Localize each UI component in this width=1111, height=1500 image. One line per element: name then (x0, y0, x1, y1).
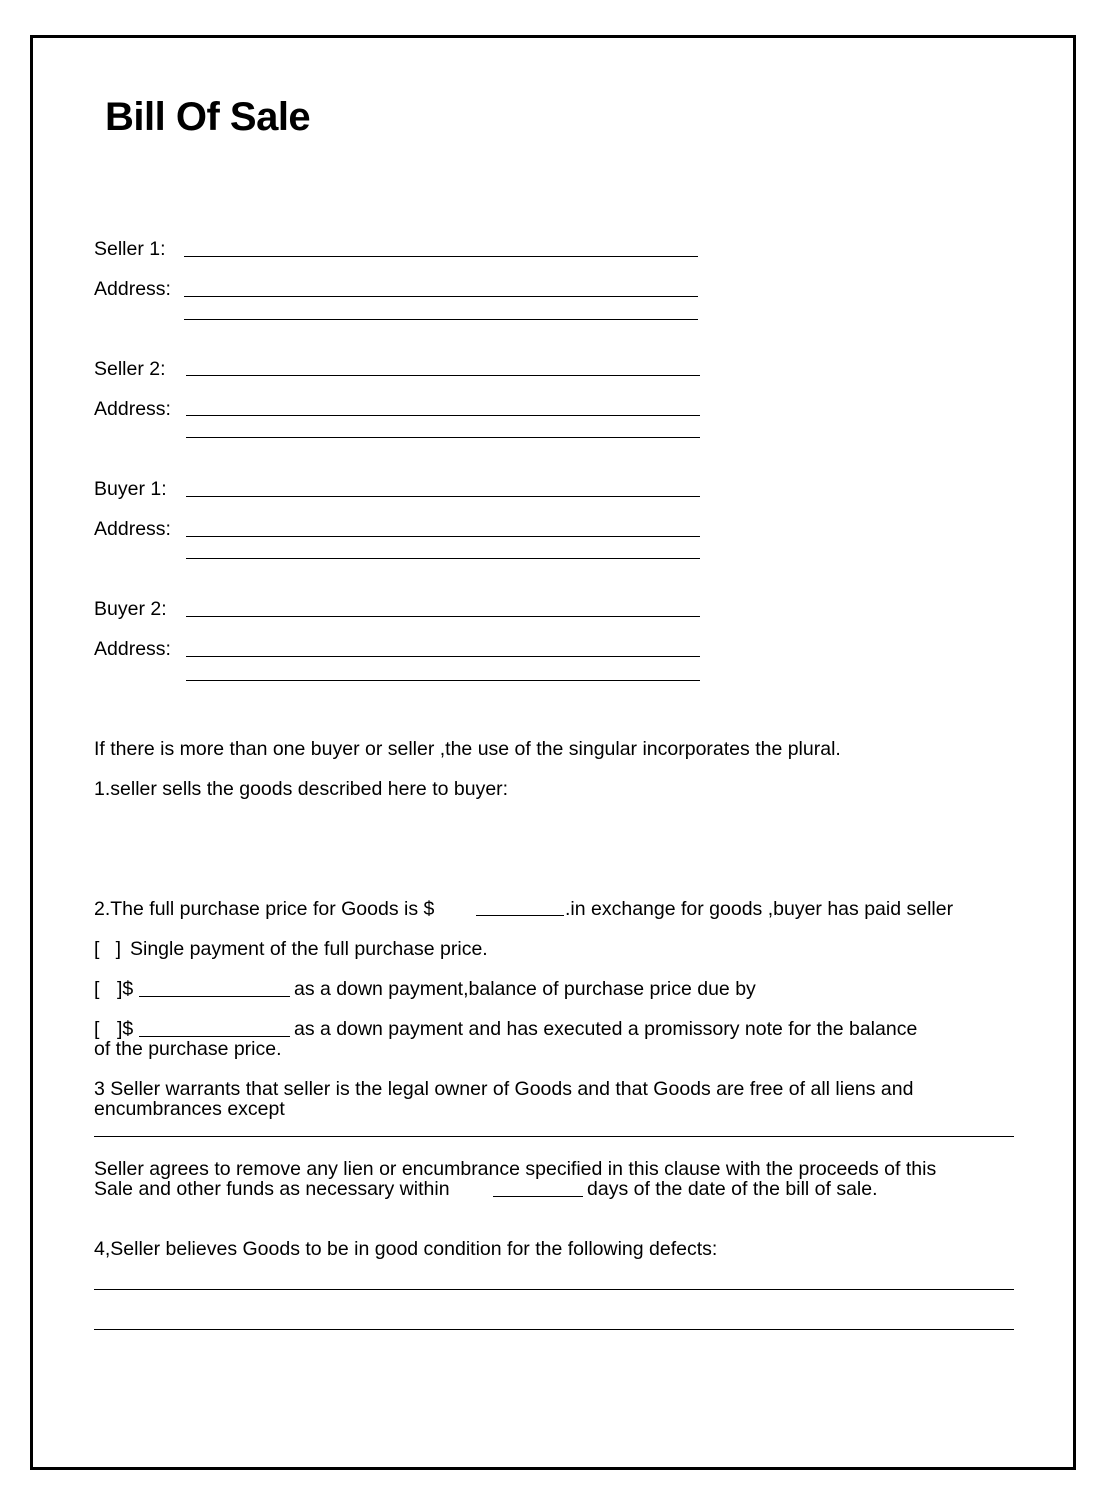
seller-2-address-field-line-2[interactable] (186, 437, 700, 438)
seller-2-address-field-line-1[interactable] (186, 415, 700, 416)
seller-1-address-field-line-1[interactable] (184, 296, 698, 297)
clause-4-text: 4,Seller believes Goods to be in good condition for the following defects: (94, 1238, 718, 1260)
seller-1-label: Seller 1: (94, 238, 166, 260)
lien-removal-days-field[interactable] (493, 1196, 583, 1197)
clause-2-suffix: .in exchange for goods ,buyer has paid seller (565, 898, 954, 920)
buyer-2-address-field-line-2[interactable] (186, 680, 700, 681)
buyer-1-label: Buyer 1: (94, 478, 167, 500)
buyer-1-address-field-line-2[interactable] (186, 558, 700, 559)
down-payment-checkbox-open[interactable]: [ (94, 978, 100, 1000)
lien-removal-line-1: Seller agrees to remove any lien or encumbrance specified in this clause with the proceeds of this (94, 1158, 937, 1180)
buyer-1-address-field-line-1[interactable] (186, 536, 700, 537)
seller-2-address-label: Address: (94, 398, 171, 420)
buyer-1-address-label: Address: (94, 518, 171, 540)
clause-3-line-1: 3 Seller warrants that seller is the legal owner of Goods and that Goods are free of all liens and (94, 1078, 914, 1100)
defects-field-line-2[interactable] (94, 1329, 1014, 1330)
seller-1-address-field-line-2[interactable] (184, 319, 698, 320)
buyer-2-address-label: Address: (94, 638, 171, 660)
seller-1-address-label: Address: (94, 278, 171, 300)
buyer-2-label: Buyer 2: (94, 598, 167, 620)
single-payment-label: Single payment of the full purchase price. (130, 938, 488, 960)
seller-2-label: Seller 2: (94, 358, 166, 380)
single-payment-checkbox[interactable]: [ ] (94, 938, 122, 960)
clause-1-text: 1.seller sells the goods described here to buyer: (94, 778, 509, 800)
buyer-2-address-field-line-1[interactable] (186, 656, 700, 657)
clause-2-prefix: 2.The full purchase price for Goods is $ (94, 898, 435, 920)
seller-2-name-field[interactable] (186, 375, 700, 376)
clause-3-line-2: encumbrances except (94, 1098, 285, 1120)
seller-1-name-field[interactable] (184, 256, 698, 257)
down-payment-prefix: ]$ (117, 978, 134, 1000)
promissory-note-prefix: ]$ (117, 1018, 134, 1040)
lien-removal-line-2-prefix: Sale and other funds as necessary within (94, 1178, 450, 1200)
promissory-note-text-line-1: as a down payment and has executed a promissory note for the balance (294, 1018, 918, 1040)
document-title: Bill Of Sale (105, 95, 311, 139)
down-payment-amount-field[interactable] (139, 996, 290, 997)
purchase-price-field[interactable] (476, 915, 564, 916)
buyer-1-name-field[interactable] (186, 496, 700, 497)
lien-removal-line-2-suffix: days of the date of the bill of sale. (587, 1178, 878, 1200)
encumbrances-field[interactable] (94, 1136, 1014, 1137)
buyer-2-name-field[interactable] (186, 616, 700, 617)
promissory-note-checkbox-open[interactable]: [ (94, 1018, 100, 1040)
down-payment-suffix: as a down payment,balance of purchase price due by (294, 978, 756, 1000)
defects-field-line-1[interactable] (94, 1289, 1014, 1290)
promissory-note-text-line-2: of the purchase price. (94, 1038, 282, 1060)
plural-note: If there is more than one buyer or seller ,the use of the singular incorporates the plural. (94, 738, 841, 760)
promissory-down-payment-field[interactable] (139, 1036, 290, 1037)
